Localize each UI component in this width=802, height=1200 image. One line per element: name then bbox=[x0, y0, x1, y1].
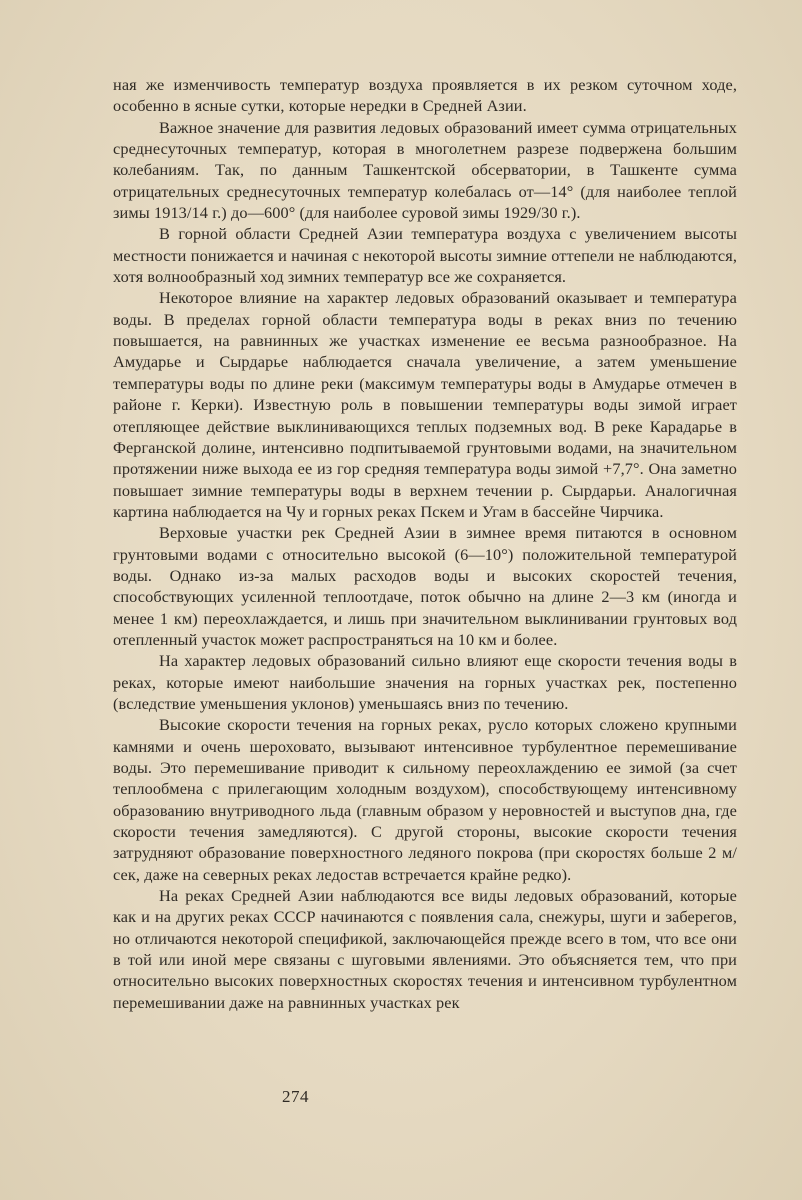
body-text bbox=[113, 74, 737, 1013]
paragraph-upper-reaches: Верховые участки рек Средней Азии в зимнее время питаются в основном грунтовыми водами с относительно высокой (6—10°) положительной температурой воды. Однако из-за малых расходов воды и высоких скоростей течения, способствующих усиленной теплоотдаче, поток обычно на длине 2—3 км (иногда и менее 1 км) переохлаждается, и лишь при значительном выклинивании грунтовых вод отепленный участок может распространяться на 10 км и более. bbox=[113, 523, 737, 649]
paragraph-turbulent-mixing: Высокие скорости течения на горных реках, русло которых сложено крупными камнями и очень шероховато, вызывают интенсивное турбулентное перемешивание воды. Это перемешивание приводит к сильному переохлаждению ее зимой (за счет теплообмена с прилегающим холодным воздухом), способствующему интенсивному образованию внутриводного льда (главным образом у неровностей и выступов дна, где скорости течения замедляются). С другой стороны, высокие скорости течения затрудняют образование поверхностного ледяного покрова (при скоростях больше 2 м/сек, даже на северных реках ледостав встречается крайне редко). bbox=[113, 715, 737, 884]
paragraph-ice-formation-types: На реках Средней Азии наблюдаются все виды ледовых образований, которые как и на других реках СССР начинаются с появления сала, снежуры, шуги и заберегов, но отличаются некоторой спецификой, заключающейся прежде всего в том, что все они в той или иной мере связаны с шуговыми явлениями. Это объясняется тем, что при относительно высоких поверхностных скоростях течения и интенсивном турбулентном перемешивании даже на равнинных участках рек bbox=[113, 886, 737, 1012]
paragraph-mountain-temperature: В горной области Средней Азии температура воздуха с увеличением высоты местности понижается и начиная с некоторой высоты зимние оттепели не наблюдаются, хотя волнообразный ход зимних температур все же сохраняется. bbox=[113, 224, 737, 287]
paragraph-water-temperature: Некоторое влияние на характер ледовых образований оказывает и температура воды. В пределах горной области температура воды в реках вниз по течению повышается, на равнинных же участках изменение ее весьма разнообразное. На Амударье и Сырдарье наблюдается сначала увеличение, а затем уменьшение температуры воды по длине реки (максимум температуры воды в Амударье отмечен в районе г. Керки). Известную роль в повышении температуры воды зимой играет отепляющее действие выклинивающихся теплых подземных вод. В реке Карадарье в Ферганской долине, интенсивно подпитываемой грунтовыми водами, на значительном протяжении ниже выхода ее из гор средняя температура воды зимой +7,7°. Она заметно повышает зимние температуры воды в верхнем течении р. Сырдарьи. Аналогичная картина наблюдается на Чу и горных реках Пскем и Угам в бассейне Чирчика. bbox=[113, 288, 737, 521]
paragraph-ice-sum-temperatures: Важное значение для развития ледовых образований имеет сумма отрицательных среднесуточных температур, которая в многолетнем разрезе подвержена большим колебаниям. Так, по данным Ташкентской обсерватории, в Ташкенте сумма отрицательных среднесуточных температур колебалась от—14° (для наиболее теплой зимы 1913/14 г.) до—600° (для наиболее суровой зимы 1929/30 г.). bbox=[113, 117, 737, 223]
page-number: 274 bbox=[282, 1087, 309, 1106]
paragraph-continued: ная же изменчивость температур воздуха проявляется в их резком суточном ходе, особенно в ясные сутки, которые нередки в Средней Азии. bbox=[113, 75, 737, 116]
paragraph-flow-velocity: На характер ледовых образований сильно влияют еще скорости течения воды в реках, которые имеют наибольшие значения на горных участках рек, постепенно (вследствие уменьшения уклонов) уменьшаясь вниз по течению. bbox=[113, 651, 737, 713]
